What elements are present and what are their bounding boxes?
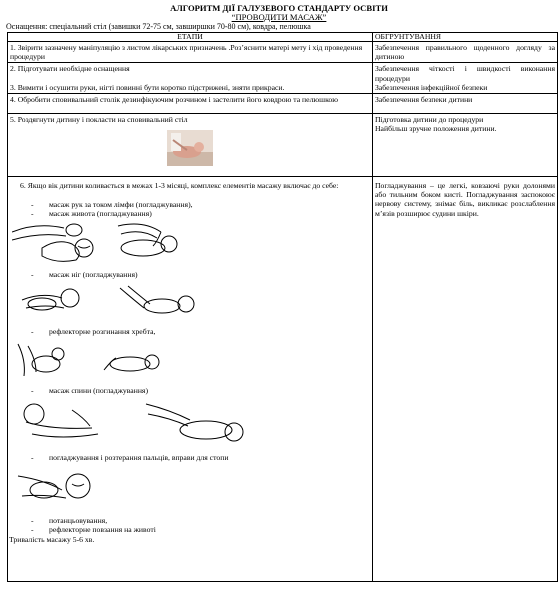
rationale-6: Погладжування – це легкі, ковзаючі руки долонями або тильним боком кисті. Погладжування заспокоює нервову систему, знімає біль, викликає розслаблення м’язів розширює судини шкіри. — [373, 177, 558, 582]
back-massage-illustration-2 — [140, 400, 246, 448]
algorithm-table — [7, 32, 558, 582]
list-item: - масаж живота (погладжування) — [49, 209, 152, 218]
document-title: АЛГОРИТМ ДІЇ ГАЛУЗЕВОГО СТАНДАРТУ ОСВІТИ — [170, 3, 388, 13]
list-item: - рефлекторне розгинання хребта, — [49, 327, 155, 336]
header-stages: ЕТАПИ — [8, 33, 373, 42]
step-5-cell — [8, 114, 373, 177]
list-item: - рефлекторне повзання на животі — [49, 525, 156, 534]
table-row — [8, 94, 558, 114]
table-row — [8, 63, 558, 94]
rationale-1: Забезпечення правильного щоденного догляду за дитиною — [373, 42, 558, 63]
belly-massage-illustration — [113, 218, 185, 263]
list-item: - масаж рук за током лімфи (погладжування), — [49, 200, 193, 209]
step-2: 2. Підготувати необхідне оснащення — [10, 64, 130, 74]
step-3: 3. Вимити і осушити руки, нігті повинні бути коротко підстрижені, зняти прикраси. — [10, 82, 285, 92]
equipment-line: Оснащення: спеціальний стіл (завишки 72-75 см, завширшки 70-80 см), ковдра, пелюшка — [6, 22, 311, 31]
massage-duration: Тривалість масажу 5-6 хв. — [9, 535, 95, 545]
step-1: 1. Звірити зазначену маніпуляцію з листом лікарських призначень .Роз’яснити матері мету і хід проведення процедури — [8, 42, 373, 63]
baby-on-table-photo — [167, 130, 213, 166]
foot-exercise-illustration — [14, 466, 112, 510]
rationale-2-3-cell — [373, 63, 558, 94]
rationale-5-cell — [373, 114, 558, 177]
rationale-3: Забезпечення інфекційної безпеки — [375, 82, 488, 92]
table-row — [8, 177, 558, 582]
step-6-intro: 6. Якщо вік дитини коливається в межах 1-3 місяці, комплекс елементів масажу включає до себе: — [20, 181, 339, 191]
document-subtitle: “ПРОВОДИТИ МАСАЖ” — [231, 12, 327, 22]
list-item: - погладжування і розтерання пальців, вправи для стопи — [49, 453, 228, 462]
list-item: - масаж ніг (погладжування) — [49, 270, 138, 279]
header-rationale: ОБГРУНТУВАННЯ — [373, 33, 558, 42]
table-row — [8, 42, 558, 63]
table-row — [8, 114, 558, 177]
leg-massage-illustration-2 — [114, 282, 198, 318]
spine-reflex-illustration-1 — [14, 340, 68, 380]
arm-massage-illustration — [12, 218, 102, 263]
rationale-5b: Найбільш зручне положення дитини. — [375, 124, 497, 134]
step-6-cell — [8, 177, 373, 582]
step-2-3-cell — [8, 63, 373, 94]
list-item: - масаж спини (погладжування) — [49, 386, 148, 395]
rationale-5: Підготовка дитини до процедури — [375, 115, 484, 125]
list-item: - потанцьовування, — [49, 516, 107, 525]
leg-massage-illustration-1 — [12, 284, 98, 318]
step-4: 4. Обробити сповивальний столік дезинфікуючим розчином і застелити його ковдрою та пелюшкою — [8, 94, 373, 114]
table-header-row — [8, 33, 558, 42]
rationale-2: Забезпечення чіткості і швидкості виконання процедури — [375, 64, 555, 83]
step-5: 5. Роздягнути дитину і покласти на сповивальний стіл — [10, 115, 188, 125]
rationale-4: Забезпечення безпеки дитини — [373, 94, 558, 114]
spine-reflex-illustration-2 — [100, 346, 164, 380]
back-massage-illustration-1 — [12, 400, 112, 448]
